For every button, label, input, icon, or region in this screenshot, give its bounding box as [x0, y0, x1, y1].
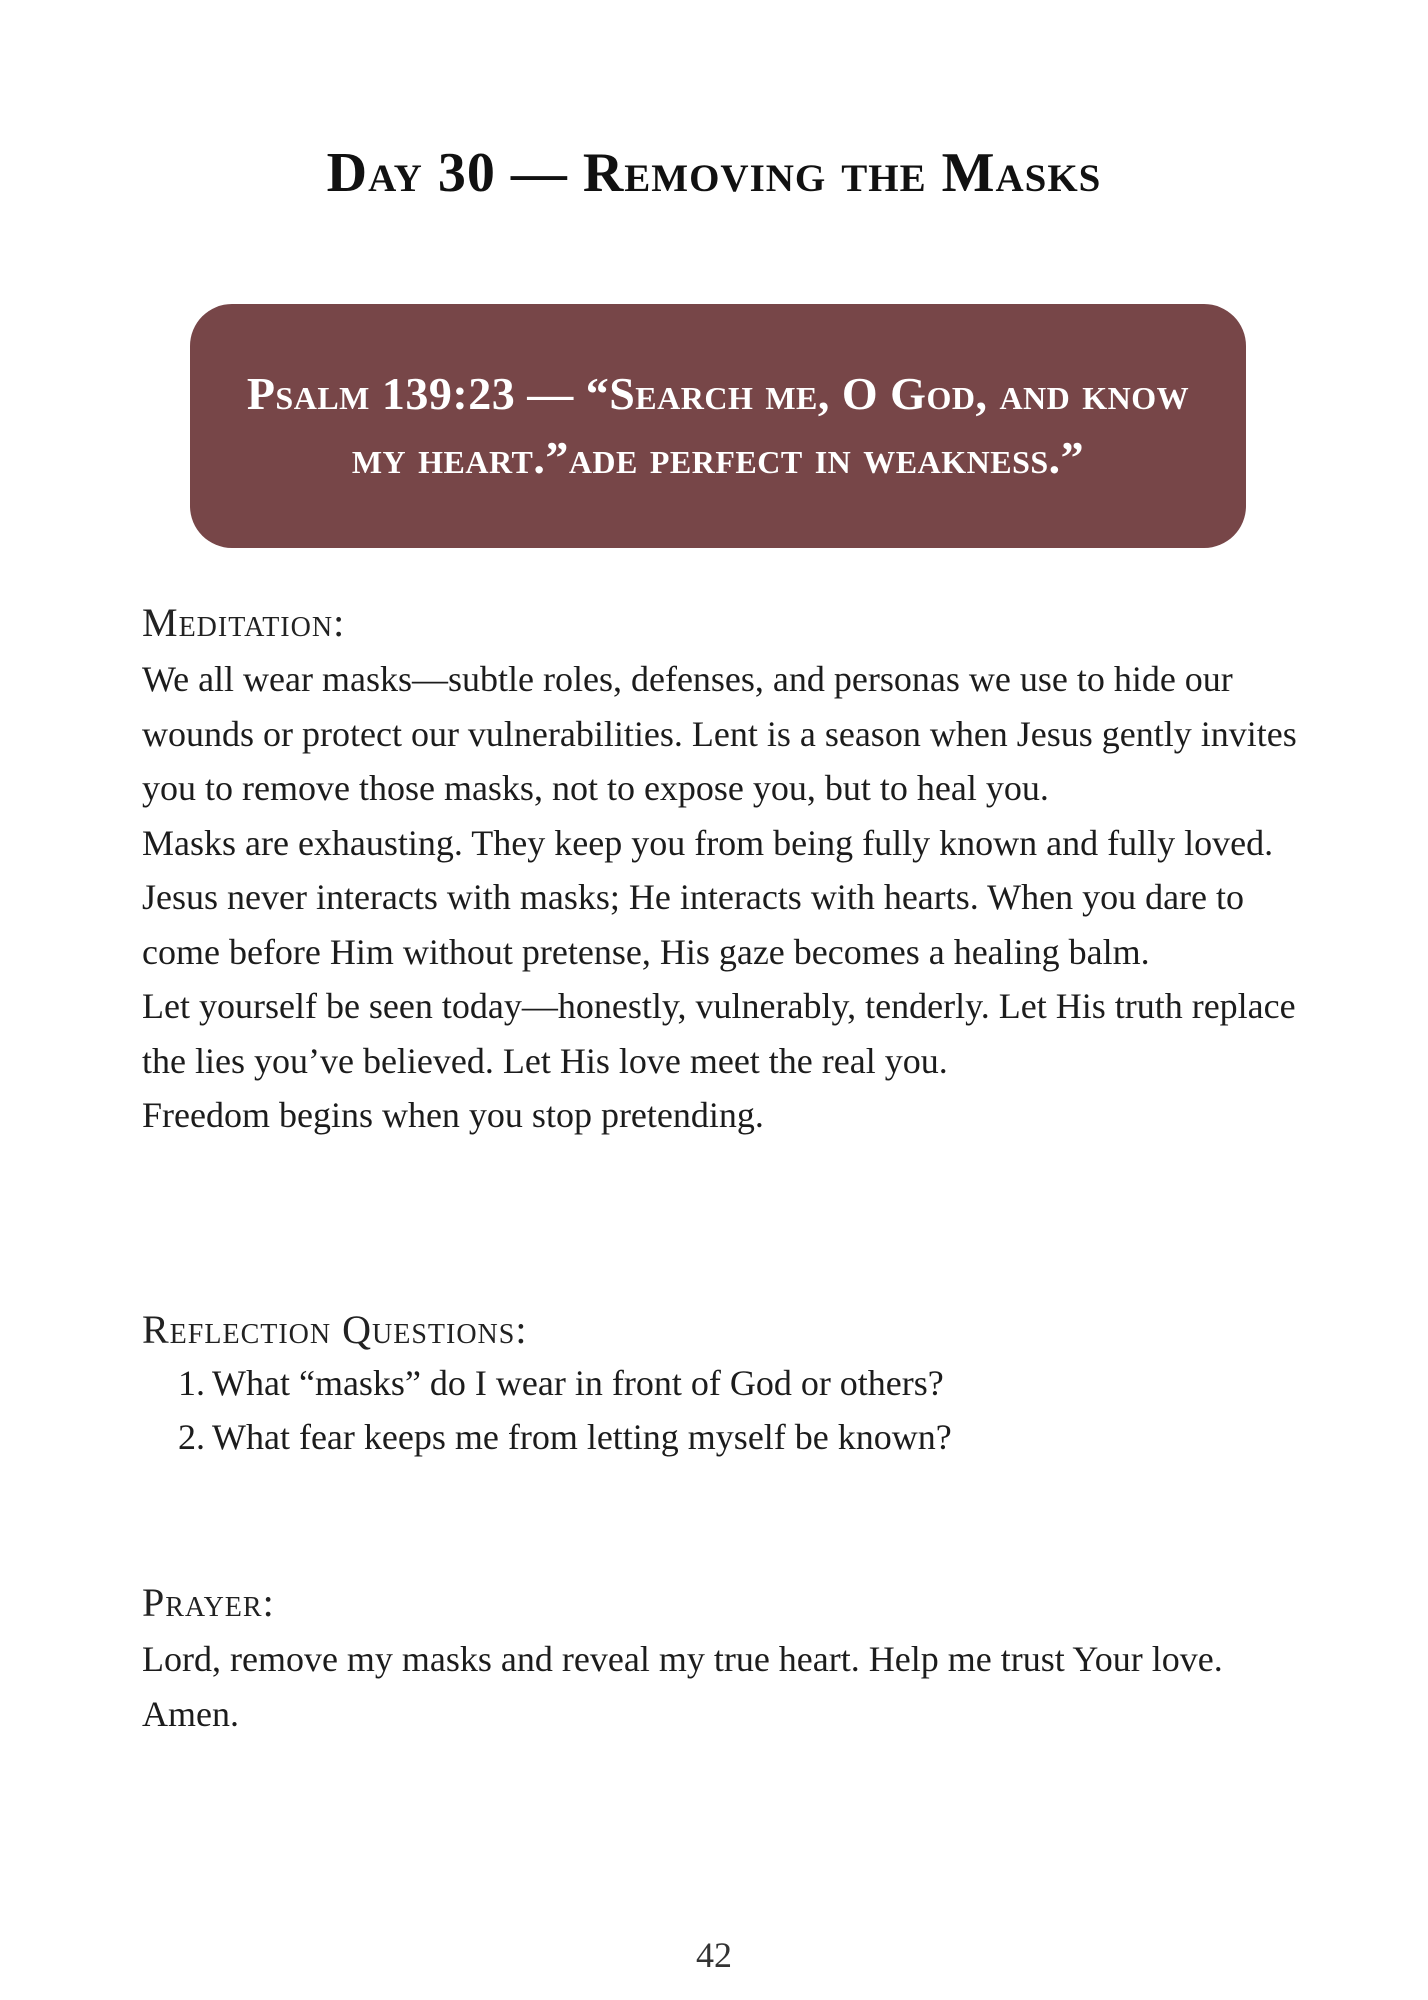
meditation-body [142, 652, 1302, 1143]
reflection-question [142, 1356, 1302, 1410]
prayer-text: Lord, remove my masks and reveal my true heart. Help me trust Your love. Amen. [142, 1639, 1223, 1734]
page-title: Day 30 — Removing the Masks [326, 142, 1102, 204]
meditation-paragraph: Freedom begins when you stop pretending. [142, 1095, 764, 1135]
scripture-verse-box [190, 304, 1246, 548]
question-text: What “masks” do I wear in front of God or others? [212, 1363, 944, 1403]
scripture-verse-text: Psalm 139:23 — “Search me, O God, and know my heart.”ade perfect in weakness.” [246, 368, 1190, 483]
reflection-heading: Reflection Questions: [142, 1307, 528, 1352]
meditation-heading: Meditation: [142, 600, 346, 645]
question-number: 1. [178, 1363, 205, 1403]
question-text: What fear keeps me from letting myself be known? [212, 1417, 952, 1457]
reflection-question [142, 1410, 1302, 1464]
meditation-paragraph: Masks are exhausting. They keep you from being fully known and fully loved. Jesus never interacts with masks; He interacts with hearts. When you dare to come before Him without pretense, His gaze becomes a healing balm. [142, 822, 1274, 972]
meditation-paragraph: Let yourself be seen today—honestly, vulnerably, tenderly. Let His truth replace the lies you’ve believed. Let His love meet the real you. [142, 986, 1296, 1081]
prayer-heading: Prayer: [142, 1580, 275, 1625]
reflection-question-list [142, 1356, 1302, 1464]
meditation-paragraph: We all wear masks—subtle roles, defenses, and personas we use to hide our wounds or protect our vulnerabilities. Lent is a season when Jesus gently invites you to remove those masks, not to expose you, but to heal you. [142, 659, 1297, 808]
question-number: 2. [178, 1417, 205, 1457]
page-number: 42 [696, 1935, 732, 1975]
